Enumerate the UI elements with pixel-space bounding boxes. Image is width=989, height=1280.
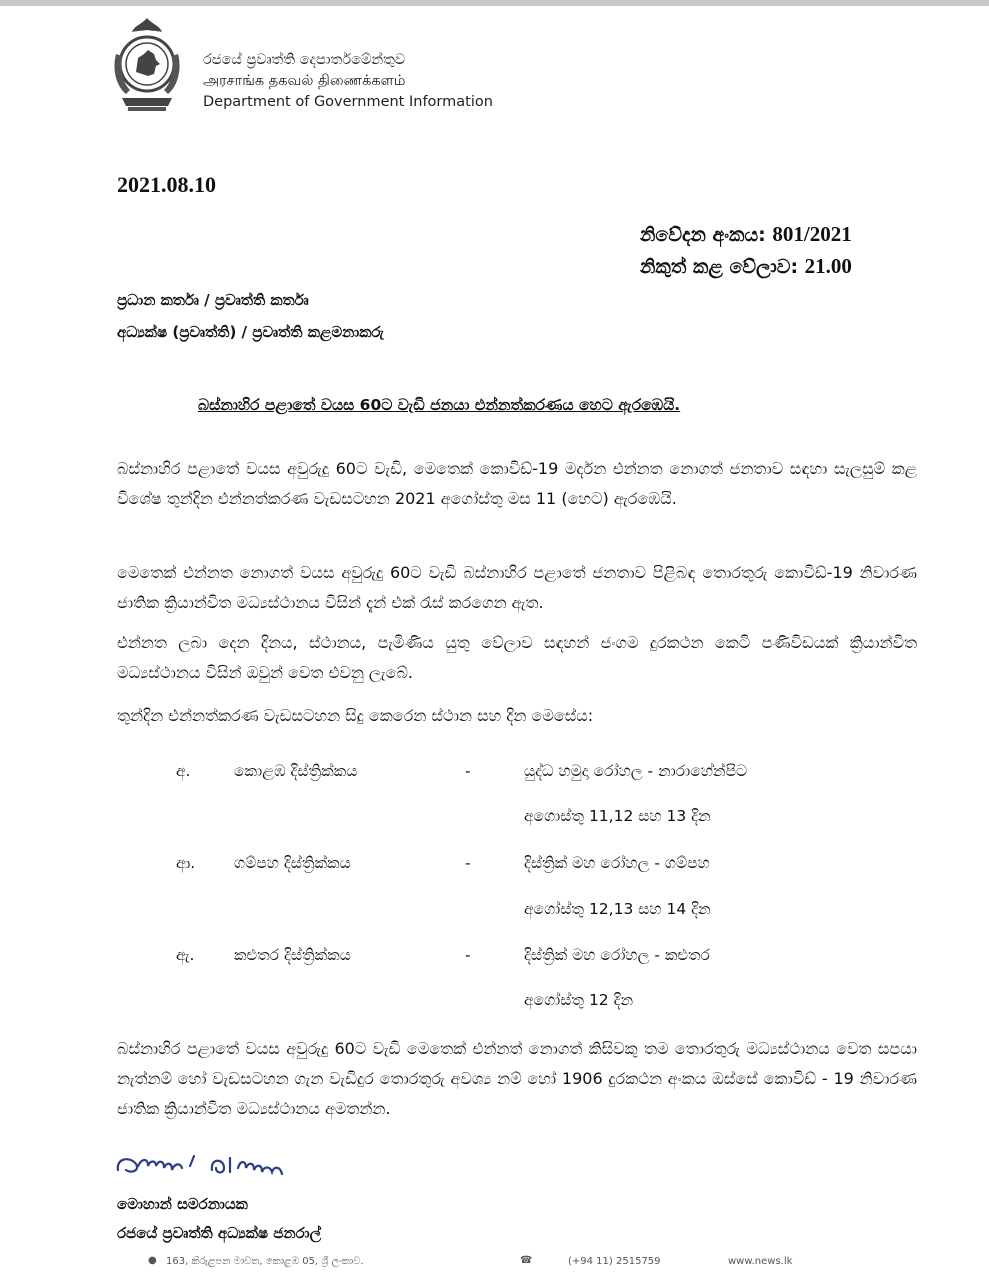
signer-block	[117, 1190, 321, 1248]
government-emblem-icon	[108, 14, 186, 114]
footer-website: www.news.lk	[728, 1256, 793, 1267]
schedule-dates: අගොස්තු 11,12 සහ 13 දින	[524, 807, 711, 825]
release-number-line	[640, 219, 852, 251]
schedule-district: කොළඹ දිස්ත්‍රික්කය	[234, 762, 358, 780]
release-reference	[640, 219, 852, 283]
bullet-icon: ●	[148, 1255, 157, 1266]
schedule-letter: අ.	[176, 762, 191, 780]
paragraph-data-collection: මෙතෙක් එන්නත නොගත් වයස අවුරුදු 60ට වැඩි බස්නාහිර පළාතේ ජනතාව පිළිබඳ තොරතුරු කොවිඩ්-19 නිවාරණ ජාතික ක්‍රියාන්විත මධ්‍යස්ථානය විසින් දැන් එක් රැස් කරගෙන ඇත.	[117, 563, 917, 612]
schedule-district: ගම්පහ දිස්ත්‍රික්කය	[234, 854, 351, 872]
schedule-dash: -	[465, 946, 471, 964]
paragraph-closing: බස්නාහිර පළාතේ වයස අවුරුදු 60ට වැඩි මෙතෙක් එන්නත් නොගත් කිසිවකු තම තොරතුරු මධ්‍යස්ථානය වෙත සපයා නැත්නම් හෝ වැඩසටහන ගැන වැඩිදුර තොරතුරු අවශ්‍ය නම් හෝ 1906 දුරකථන අංකය ඔස්සේ කොවිඩ් - 19 නිවාරණ ජාතික ක්‍රියාන්විත මධ්‍යස්ථානය අමතන්න.	[117, 1039, 917, 1118]
letterhead-footer	[0, 1250, 989, 1280]
schedule-district: කළුතර දිස්ත්‍රික්කය	[234, 946, 351, 964]
release-time-label: නිකුත් කළ වේලාව:	[640, 256, 799, 278]
phone-icon: ☎	[520, 1255, 533, 1266]
paragraph-sms-notice: එන්නත ලබා දෙන දිනය, ස්ථානය, පැමිණිය යුතු වේලාව සඳහන් ජංගම දුරකථන කෙටි පණිවිඩයක් ක්‍රියාන්විත මධ්‍යස්ථානය විසින් ඔවුන් වෙත එවනු ලැබේ.	[117, 633, 917, 682]
top-border	[0, 0, 989, 6]
recipient-line-1: ප්‍රධාන කර්තෘ / ප්‍රවෘත්ති කර්තෘ	[117, 291, 309, 309]
recipients	[117, 284, 384, 348]
recipient-line-2: අධ්‍යක්ෂ (ප්‍රවෘත්ති) / ප්‍රවෘත්ති කළමනාකරු	[117, 323, 384, 341]
schedule-place: යුද්ධ හමුදා රෝහල - නාරාහේන්පිට	[524, 762, 748, 780]
schedule-dates: අගෝස්තු 12,13 සහ 14 දින	[524, 900, 711, 918]
paragraph-intro: බස්නාහිර පළාතේ වයස අවුරුදු 60ට වැඩි, මෙතෙක් කොවිඩ්-19 මර්දන එන්නත නොගත් ජනතාව සඳහා සැලසුම් කළ විශේෂ තුන්දින එන්නත්කරණ වැඩසටහන 2021 අගෝස්තු මස 11 (හෙට) ඇරඹෙයි.	[117, 459, 917, 508]
footer-phone: (+94 11) 2515759	[568, 1256, 661, 1267]
schedule-place: දිස්ත්‍රික් මහ රෝහල - ගම්පහ	[524, 854, 710, 872]
signer-title: රජයේ ප්‍රවෘත්ති අධ්‍යක්ෂ ජනරාල්	[117, 1224, 322, 1242]
schedule-place: දිස්ත්‍රික් මහ රෝහල - කළුතර	[524, 946, 710, 964]
release-date: 2021.08.10	[117, 172, 216, 197]
org-name-tamil: அரசாங்க தகவல் திணைக்களம்	[203, 73, 406, 89]
release-number-label: නිවේදන අංකය:	[640, 224, 766, 246]
schedule-letter: ඇ.	[176, 946, 195, 964]
press-release-title: බස්නාහිර පළාතේ වයස 60ට වැඩි ජනයා එන්නත්කරණය හෙට ඇරඹෙයි.	[198, 396, 681, 414]
schedule-dash: -	[465, 854, 471, 872]
org-name-english: Department of Government Information	[203, 94, 493, 110]
schedule-dash: -	[465, 762, 471, 780]
org-name-sinhala: රජයේ ප්‍රවෘත්ති දෙපාර්තමේන්තුව	[203, 52, 406, 68]
footer-address: 163, කිරුළපන මාවත, කොළඹ 05, ශ්‍රී ලංකාව.	[166, 1256, 364, 1267]
paragraph-schedule-intro: තුන්දින එන්නත්කරණ වැඩසටහන සිදු කෙරෙන ස්ථාන සහ දින මෙසේය:	[117, 706, 594, 725]
schedule-letter: ආ.	[176, 854, 196, 872]
signature-icon	[112, 1144, 362, 1186]
schedule-dates: අගෝස්තු 12 දින	[524, 991, 634, 1009]
signer-name: මොහාන් සමරනායක	[117, 1195, 248, 1213]
release-number-value: 801/2021	[772, 222, 852, 246]
release-time-line	[640, 251, 852, 283]
organization-name	[203, 50, 493, 113]
release-time-value: 21.00	[804, 254, 852, 278]
